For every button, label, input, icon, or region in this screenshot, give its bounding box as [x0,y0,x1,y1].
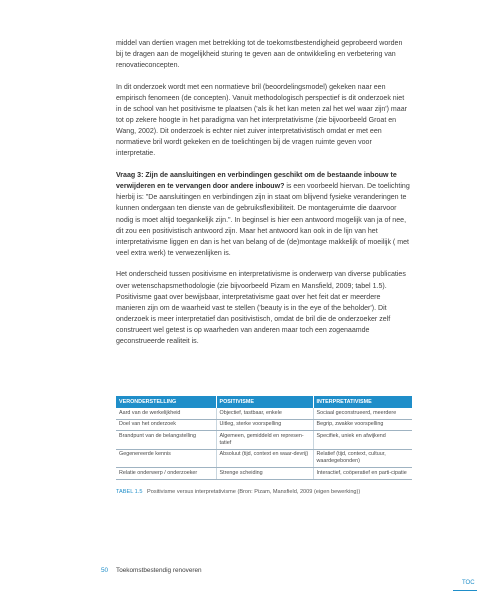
table-cell: Strenge scheiding [216,468,313,480]
table-cell: Aard van de werkelijkheid [116,408,216,419]
table-row [116,468,412,480]
body-text [116,38,411,358]
paragraph-3 [116,170,411,259]
table-row [116,431,412,450]
table-caption [116,489,360,495]
question-3-bold: Vraag 3: Zijn de aansluitingen en verbindingen geschikt om de bestaande inbouw te verwijderen en te vervangen door andere inbouw? [116,172,397,191]
header-positivisme: POSITIVISME [216,396,313,408]
paragraph-2: In dit onderzoek wordt met een normatieve bril (beoordelingsmodel) gekeken naar een empirisch fenomeen (de concepten). Vanuit methodologisch perspectief is dit onderzoek niet in de school van het positivisme te plaatsen ('als ik het kan meten zal het wel waar zijn') maar tot op zekere hoogte in het paradigma van het interpretativisme (zie bijvoorbeeld Groat en Wang, 2002). Dit onderzoek is echter niet zuiver interpretativistisch omdat er met een normatieve bril wordt gekeken en de toelichtingen bij de vragen ruimte geven voor interpretatie. [116,83,407,158]
table-cell: Interactief, coöperatief en parti-cipatie [313,468,412,480]
paragraph-1: middel van dertien vragen met betrekking tot de toekomstbestendigheid geprobeerd worden bij te dragen aan de mogelijkheid sturing te geven aan de ontwikkeling en verbetering van renovatieconcepten. [116,40,403,70]
table-cell: Gegenereerde kennis [116,449,216,468]
running-title: Toekomstbestendig renoveren [116,567,202,574]
table-cell: Algemeen, gemiddeld en represen-tatief [216,431,313,450]
table-cell: Objectief, tastbaar, enkele [216,408,313,419]
table-cell: Sociaal geconstrueerd, meerdere [313,408,412,419]
paragraph-4: Het onderscheid tussen positivisme en interpretativisme is onderwerp van diverse publicaties over wetenschapsmethodologie (zie bijvoorbeeld Pizam en Mansfield, 2009; tabel 1.5). Positivisme gaat over bewijsbaar, interpretativisme gaat over het feit dat er meerdere manieren zijn om de waarheid vast te stellen ('beauty is in the eye of the beholder'). Dit onderzoek is meer interpretatief dan positivistisch, omdat de bril die de onderzoeker zelf construeert wel getest is op waarheden van anderen maar toch een zogenaamde geconstrueerde realiteit is. [116,271,406,346]
table-cell: Relatief (tijd, context, cultuur, waardegebonden) [313,449,412,468]
table-header-row [116,396,412,408]
table-cell: Begrip, zwakke voorspelling [313,419,412,431]
caption-text: Positivisme versus interpretativisme (Bron: Pizam, Mansfield, 2009 (eigen bewerking)) [147,489,361,495]
page-number: 50 [101,567,109,574]
comparison-table [116,396,412,480]
table-cell: Absoluut (tijd, context en waar-devrij) [216,449,313,468]
table-cell: Uitleg, sterke voorspelling [216,419,313,431]
table-cell: Relatie onderwerp / onderzoeker [116,468,216,480]
table-cell: Doel van het onderzoek [116,419,216,431]
table-row [116,449,412,468]
table-row [116,408,412,419]
caption-tag: TABEL 1.5 [116,489,143,495]
toc-link[interactable]: TOC [462,580,475,586]
header-interpretativisme: INTERPRETATIVISME [313,396,412,408]
header-veronderstelling: VERONDERSTELLING [116,396,216,408]
toc-underline [453,590,477,591]
paragraph-3-rest: is een voorbeeld hiervan. De toelichting hierbij is: "De aansluitingen en verbindingen zijn in staat om blijvend fysieke veranderingen te kunnen ondergaan ten dienste van de gebruiksflexibiliteit. De montageruimte die daarvoor nodig is moet altijd toegankelijk zijn.". In beginsel is hier een antwoord mogelijk van ja of nee, dit zou een positivistisch antwoord zijn. Maar het antwoord kan ook in de lijn van het interpretativisme liggen en dan is het van belang of de (de)montage makkelijk of moeilijk ( met veel extra werk) te verwezenlijken is. [116,183,410,257]
table-cell: Brandpunt van de belangstelling [116,431,216,450]
table-cell: Specifiek, uniek en afwijkend [313,431,412,450]
table-row [116,419,412,431]
